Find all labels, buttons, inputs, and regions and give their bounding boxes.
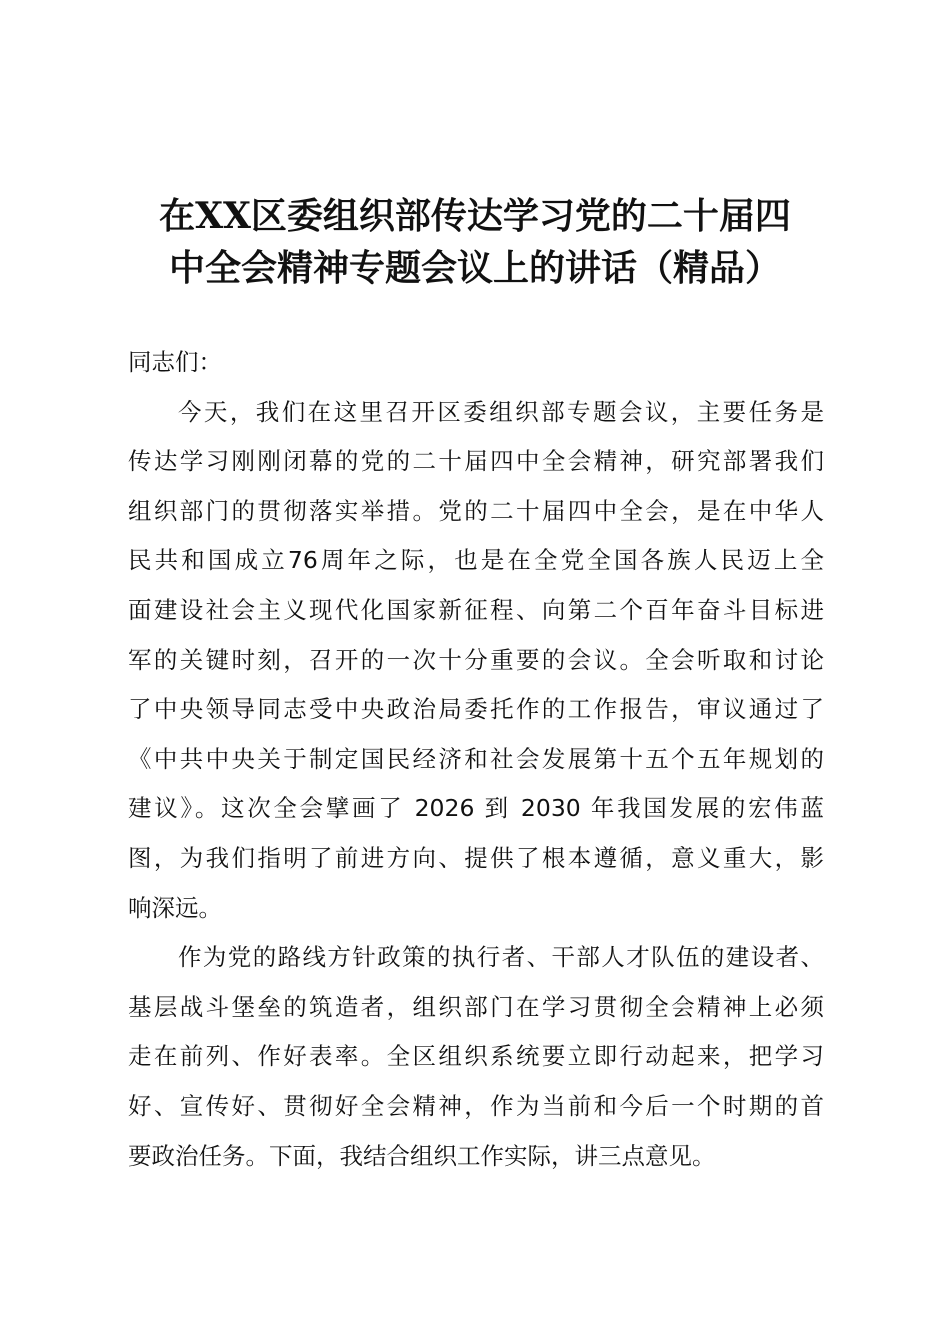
text-line: 基层战斗堡垒的筑造者，组织部门在学习贯彻全会精神上必须 <box>128 992 824 1021</box>
title-line: 在XX区委组织部传达学习党的二十届四 <box>159 195 791 237</box>
text-line: 《中共中央关于制定国民经济和社会发展第十五个五年规划的 <box>128 744 824 773</box>
text-line: 组织部门的贯彻落实举措。党的二十届四中全会，是在中华人 <box>128 496 824 525</box>
paragraph-2 <box>128 933 824 1181</box>
text-line: 走在前列、作好表率。全区组织系统要立即行动起来，把学习 <box>128 1042 824 1071</box>
text-line: 民共和国成立76周年之际，也是在全党全国各族人民迈上全 <box>128 546 824 575</box>
text-line: 今天，我们在这里召开区委组织部专题会议，主要任务是 <box>178 397 824 426</box>
paragraph-1 <box>128 388 824 934</box>
salutation: 同志们： <box>128 348 222 376</box>
text-line: 响深远。 <box>128 893 222 922</box>
text-line: 要政治任务。下面，我结合组织工作实际，讲三点意见。 <box>128 1141 716 1170</box>
text-line: 军的关键时刻，召开的一次十分重要的会议。全会听取和讨论 <box>128 645 824 674</box>
text-line: 传达学习刚刚闭幕的党的二十届四中全会精神，研究部署我们 <box>128 447 824 476</box>
text-line: 建议》。这次全会擘画了 2026 到 2030 年我国发展的宏伟蓝 <box>128 794 824 823</box>
text-line: 好、宣传好、贯彻好全会精神，作为当前和今后一个时期的首 <box>128 1091 824 1120</box>
text-line: 了中央领导同志受中央政治局委托作的工作报告，审议通过了 <box>128 695 824 724</box>
text-line: 面建设社会主义现代化国家新征程、向第二个百年奋斗目标进 <box>128 595 824 624</box>
text-line: 图，为我们指明了前进方向、提供了根本遵循，意义重大，影 <box>128 843 824 872</box>
title-line: 中全会精神专题会议上的讲话（精品） <box>168 247 781 289</box>
document-body <box>128 338 824 1181</box>
document-title <box>0 190 950 294</box>
text-line: 作为党的路线方针政策的执行者、干部人才队伍的建设者、 <box>178 943 824 972</box>
